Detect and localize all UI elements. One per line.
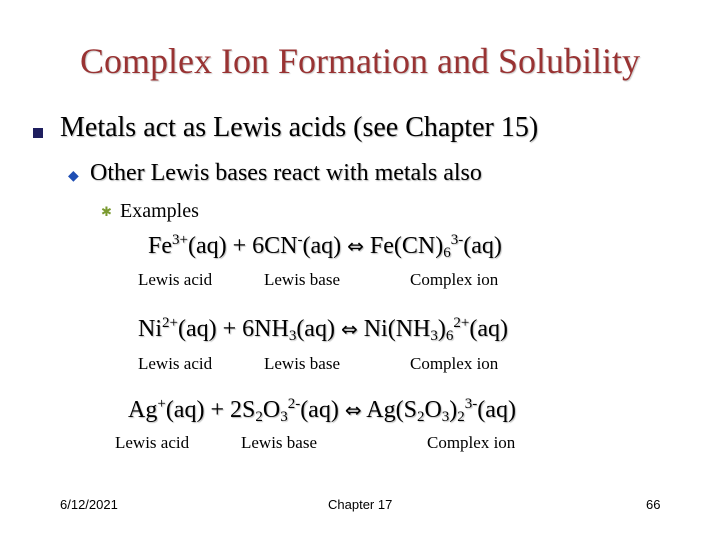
label-complex-ion: Complex ion — [410, 270, 499, 289]
equation-iron-cyanide: $Fe^{3+}(aq) + 6CN^-(aq)$ ⇔ $Fe(CN)_6^{3-}(aq)$ — [148, 232, 502, 261]
label-lewis-base: Lewis base — [264, 270, 341, 289]
bullet-level2: Other Lewis bases react with metals also — [90, 160, 482, 186]
equilibrium-arrow-icon: ⇔ — [340, 317, 358, 341]
footer-chapter: Chapter 17 — [328, 497, 393, 512]
star-bullet-icon: ✱ — [101, 204, 112, 219]
label-complex-ion: Complex ion — [410, 354, 499, 373]
bullet-level3: Examples — [120, 200, 199, 222]
bullet-level1: Metals act as Lewis acids (see Chapter 15) — [60, 112, 539, 143]
diamond-bullet-icon: ◆ — [68, 169, 79, 184]
square-bullet-icon — [33, 128, 43, 138]
label-lewis-acid: Lewis acid — [138, 270, 213, 289]
label-lewis-acid: Lewis acid — [115, 433, 190, 452]
footer-date: 6/12/2021 — [60, 497, 118, 512]
label-lewis-base: Lewis base — [241, 433, 318, 452]
slide-title: Complex Ion Formation and Solubility — [80, 41, 640, 81]
equation-nickel-ammonia: $Ni^{2+}(aq) + 6NH_3(aq)$ ⇔ $Ni(NH_3)_6^{2+}(aq)$ — [138, 315, 508, 344]
equilibrium-arrow-icon: ⇔ — [344, 398, 362, 422]
equilibrium-arrow-icon: ⇔ — [347, 234, 364, 258]
equation-silver-thiosulfate: $Ag^+(aq) + 2S_2O_3^{2-}(aq)$ ⇔ $Ag(S_2O_3)_2^{3-}(aq)$ — [128, 396, 516, 425]
label-lewis-base: Lewis base — [264, 354, 341, 373]
label-lewis-acid: Lewis acid — [138, 354, 213, 373]
footer-page-number: 66 — [646, 497, 661, 512]
label-complex-ion: Complex ion — [427, 433, 516, 452]
